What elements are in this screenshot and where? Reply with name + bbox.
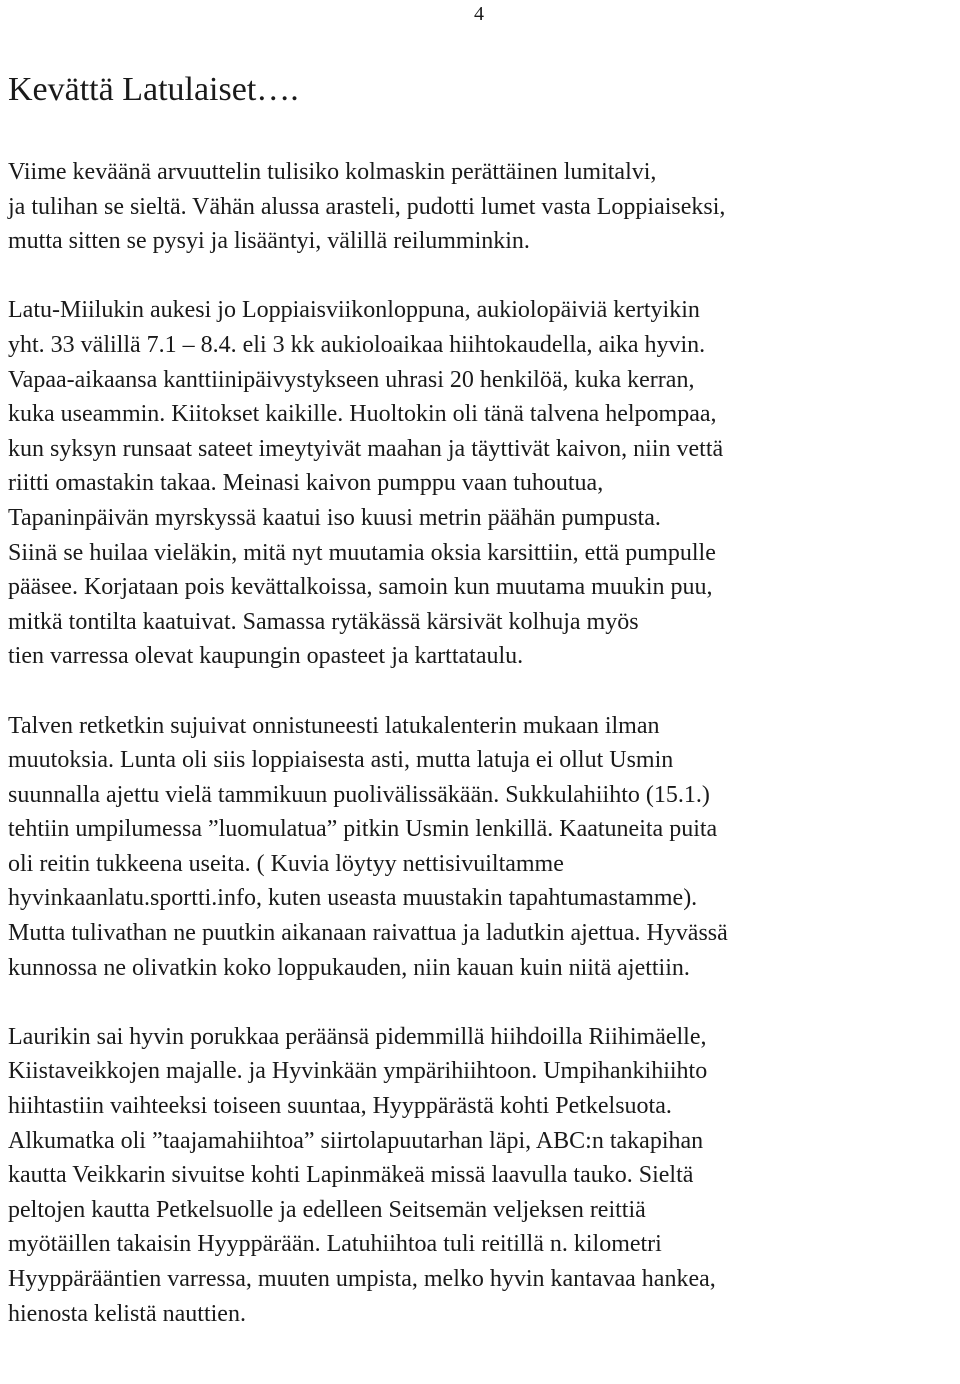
text-line: oli reitin tukkeena useita. ( Kuvia löytyy nettisivuiltamme xyxy=(8,850,564,877)
text-line: kautta Veikkarin sivuitse kohti Lapinmäkeä missä laavulla tauko. Sieltä xyxy=(8,1162,694,1189)
text-line: yht. 33 välillä 7.1 – 8.4. eli 3 kk aukioloaikaa hiihtokaudella, aika hyvin. xyxy=(8,331,706,358)
text-line: kunnossa ne olivatkin koko loppukauden, niin kauan kuin niitä ajettiin. xyxy=(8,954,690,981)
article-body xyxy=(8,155,960,1331)
text-line: Vapaa-aikaansa kanttiinipäivystykseen uhrasi 20 henkilöä, kuka kerran, xyxy=(8,366,695,393)
text-line: pääsee. Korjataan pois kevättalkoissa, samoin kun muutama muukin puu, xyxy=(8,574,713,601)
text-line: riitti omastakin takaa. Meinasi kaivon pumppu vaan tuhoutua, xyxy=(8,470,604,497)
page-number: 4 xyxy=(474,3,484,25)
text-line: kun syksyn runsaat sateet imeytyivät maahan ja täyttivät kaivon, niin vettä xyxy=(8,435,724,462)
text-line: mitkä tontilta kaatuivat. Samassa rytäkässä kärsivät kolhuja myös xyxy=(8,608,639,635)
article-title: Kevättä Latulaiset…. xyxy=(8,71,299,108)
text-line: Hyyppärääntien varressa, muuten umpista, melko hyvin kantavaa hankea, xyxy=(8,1266,716,1292)
text-line: Siinä se huilaa vieläkin, mitä nyt muutamia oksia karsittiin, että pumpulle xyxy=(8,539,716,566)
text-line: tehtiin umpilumessa ”luomulatua” pitkin Usmin lenkillä. Kaatuneita puita xyxy=(8,816,718,843)
paragraph-2 xyxy=(8,293,960,674)
text-line: tien varressa olevat kaupungin opasteet ja karttataulu. xyxy=(8,643,524,670)
text-line: mutta sitten se pysyi ja lisääntyi, välillä reilumminkin. xyxy=(8,228,530,255)
text-line: kuka useammin. Kiitokset kaikille. Huoltokin oli tänä talvena helpompaa, xyxy=(8,401,717,428)
paragraph-3 xyxy=(8,709,960,986)
text-line: Alkumatka oli ”taajamahiihtoa” siirtolapuutarhan läpi, ABC:n takapihan xyxy=(8,1127,704,1154)
text-line: Mutta tulivathan ne puutkin aikanaan raivattua ja ladutkin ajettua. Hyvässä xyxy=(8,920,728,947)
text-line: hienosta kelistä nauttien. xyxy=(8,1300,246,1327)
text-line: Viime keväänä arvuuttelin tulisiko kolmaskin perättäinen lumitalvi, xyxy=(8,159,657,185)
text-line: muutoksia. Lunta oli siis loppiaisesta asti, mutta latuja ei ollut Usmin xyxy=(8,747,674,774)
text-line: hiihtastiin vaihteeksi toiseen suuntaa, Hyyppärästä kohti Petkelsuota. xyxy=(8,1093,672,1120)
text-line: Kiistaveikkojen majalle. ja Hyvinkään ympärihiihtoon. Umpihankihiihto xyxy=(8,1058,708,1085)
text-line: Laurikin sai hyvin porukkaa peräänsä pidemmillä hiihdoilla Riihimäelle, xyxy=(8,1023,707,1050)
text-line: Latu-Miilukin aukesi jo Loppiaisviikonloppuna, aukiolopäiviä kertyikin xyxy=(8,297,700,324)
text-line: myötäillen takaisin Hyyppärään. Latuhiihtoa tuli reitillä n. kilometri xyxy=(8,1231,662,1258)
text-line: hyvinkaanlatu.sportti.info, kuten useasta muustakin tapahtumastamme). xyxy=(8,885,698,912)
text-line: suunnalla ajettu vielä tammikuun puolivälissäkään. Sukkulahiihto (15.1.) xyxy=(8,781,710,808)
text-line: Tapaninpäivän myrskyssä kaatui iso kuusi metrin päähän pumpusta. xyxy=(8,504,661,531)
text-line: ja tulihan se sieltä. Vähän alussa arasteli, pudotti lumet vasta Loppiaiseksi, xyxy=(8,193,726,220)
paragraph-1 xyxy=(8,155,960,259)
paragraph-4 xyxy=(8,1020,960,1331)
text-line: Talven retketkin sujuivat onnistuneesti latukalenterin mukaan ilman xyxy=(8,712,660,739)
text-line: peltojen kautta Petkelsuolle ja edelleen Seitsemän veljeksen reittiä xyxy=(8,1196,646,1223)
